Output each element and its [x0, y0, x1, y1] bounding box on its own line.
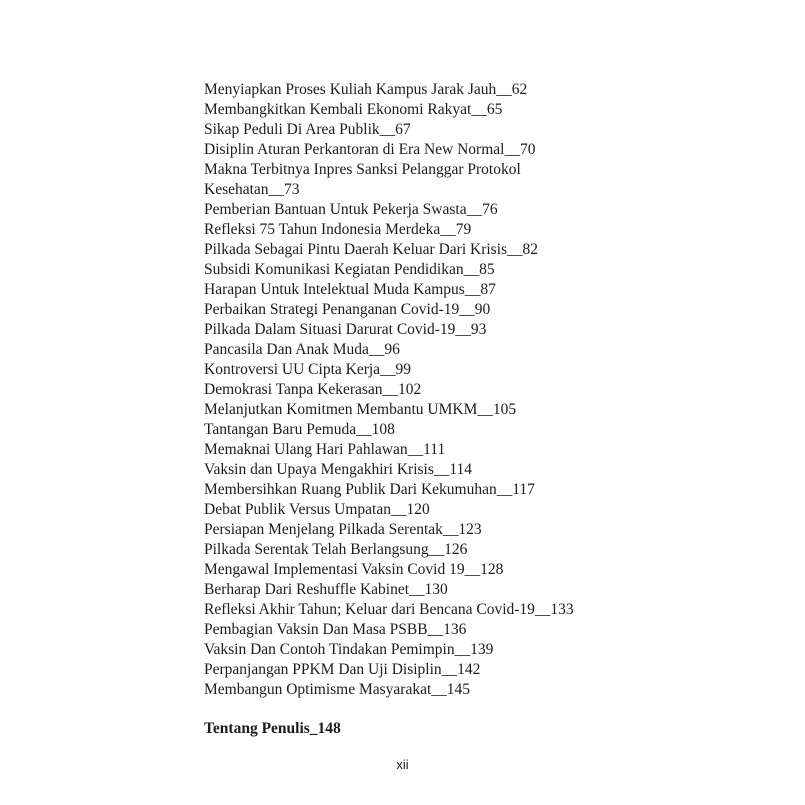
toc-entry: Pembagian Vaksin Dan Masa PSBB__136: [204, 621, 467, 638]
toc-entry: Vaksin Dan Contoh Tindakan Pemimpin__139: [204, 641, 494, 658]
toc-entry: Berharap Dari Reshuffle Kabinet__130: [204, 581, 448, 598]
toc-entry: Kesehatan__73: [204, 181, 300, 198]
toc-entry: Perbaikan Strategi Penanganan Covid-19__90: [204, 301, 491, 318]
toc-entry: Pemberian Bantuan Untuk Pekerja Swasta__76: [204, 201, 498, 218]
toc-entry: Menyiapkan Proses Kuliah Kampus Jarak Jauh__62: [204, 81, 528, 98]
table-of-contents: [204, 80, 574, 700]
toc-entry: Melanjutkan Komitmen Membantu UMKM__105: [204, 401, 517, 418]
toc-entry: Tantangan Baru Pemuda__108: [204, 421, 395, 438]
page-number: xii: [396, 757, 409, 772]
toc-entry: Perpanjangan PPKM Dan Uji Disiplin__142: [204, 661, 481, 678]
toc-entry: Pilkada Sebagai Pintu Daerah Keluar Dari Krisis__82: [204, 241, 539, 258]
toc-entry: Disiplin Aturan Perkantoran di Era New Normal__70: [204, 141, 536, 158]
toc-entry: Refleksi 75 Tahun Indonesia Merdeka__79: [204, 221, 472, 238]
toc-entry: Membangkitkan Kembali Ekonomi Rakyat__65: [204, 101, 503, 118]
toc-entry: Pilkada Dalam Situasi Darurat Covid-19__93: [204, 321, 487, 338]
toc-entry: Memaknai Ulang Hari Pahlawan__111: [204, 441, 446, 458]
toc-entry: Sikap Peduli Di Area Publik__67: [204, 121, 411, 138]
toc-entry: Persiapan Menjelang Pilkada Serentak__123: [204, 521, 482, 538]
toc-entry: Membangun Optimisme Masyarakat__145: [204, 681, 471, 698]
toc-entry: Pilkada Serentak Telah Berlangsung__126: [204, 541, 468, 558]
toc-entry: Demokrasi Tanpa Kekerasan__102: [204, 381, 422, 398]
toc-author-entry: Tentang Penulis_148: [204, 720, 341, 737]
toc-entry: Vaksin dan Upaya Mengakhiri Krisis__114: [204, 461, 473, 478]
toc-entry: Refleksi Akhir Tahun; Keluar dari Bencana Covid-19__133: [204, 601, 574, 618]
toc-entry: Pancasila Dan Anak Muda__96: [204, 341, 400, 358]
toc-entry: Membersihkan Ruang Publik Dari Kekumuhan__117: [204, 481, 535, 498]
toc-entry: Mengawal Implementasi Vaksin Covid 19__128: [204, 561, 504, 578]
toc-entry: Makna Terbitnya Inpres Sanksi Pelanggar Protokol: [204, 161, 521, 178]
toc-entry: Harapan Untuk Intelektual Muda Kampus__87: [204, 281, 496, 298]
toc-entry: Debat Publik Versus Umpatan__120: [204, 501, 430, 518]
toc-entry: Kontroversi UU Cipta Kerja__99: [204, 361, 412, 378]
toc-entry: Subsidi Komunikasi Kegiatan Pendidikan__85: [204, 261, 495, 278]
